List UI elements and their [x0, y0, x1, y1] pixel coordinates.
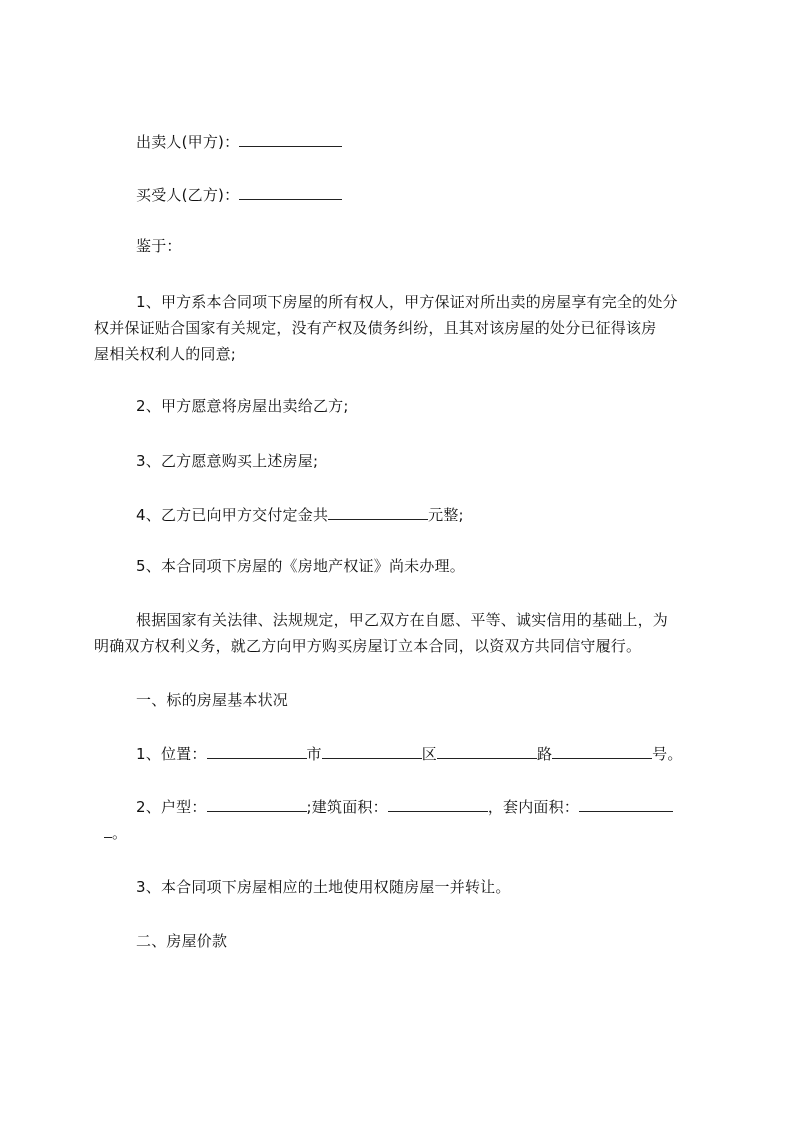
seller-line — [136, 132, 342, 152]
inner-area-label: ，套内面积： — [487, 798, 580, 816]
building-area-blank[interactable] — [388, 797, 488, 812]
seller-name-blank[interactable] — [239, 132, 342, 147]
road-label: 路 — [536, 745, 553, 763]
buyer-label: 买受人(乙方)： — [136, 186, 240, 204]
section-1-heading: 一、标的房屋基本状况 — [136, 691, 289, 709]
recital-4-suffix: 元整; — [428, 506, 464, 524]
layout-line — [136, 797, 673, 817]
recital-1-line-2: 权并保证贴合国家有关规定，没有产权及债务纠纷，且其对该房屋的处分已征得该房 — [94, 319, 657, 337]
layout-end: 。 — [112, 824, 128, 842]
number-label: 号。 — [652, 745, 683, 763]
district-label: 区 — [421, 745, 437, 763]
road-blank[interactable] — [437, 744, 537, 759]
recital-5: 5、本合同项下房屋的《房地产权证》尚未办理。 — [136, 557, 465, 575]
inner-area-blank[interactable] — [579, 797, 673, 812]
city-blank[interactable] — [207, 744, 307, 759]
number-blank[interactable] — [552, 744, 652, 759]
buyer-name-blank[interactable] — [239, 185, 342, 200]
layout-prefix: 2、户型： — [136, 798, 207, 816]
land-use-clause: 3、本合同项下房屋相应的土地使用权随房屋一并转让。 — [136, 878, 511, 896]
buyer-line — [136, 185, 342, 205]
building-area-label: ;建筑面积： — [306, 798, 388, 816]
intro-line-1: 根据国家有关法律、法规规定，甲乙双方在自愿、平等、诚实信用的基础上，为 — [136, 611, 669, 629]
recital-3: 3、乙方愿意购买上述房屋; — [136, 452, 319, 470]
recital-1-line-3: 屋相关权利人的同意; — [94, 345, 237, 363]
section-2-heading: 二、房屋价款 — [136, 932, 228, 950]
location-prefix: 1、位置： — [136, 745, 207, 763]
location-line — [136, 744, 683, 764]
recital-1-line-1: 1、甲方系本合同项下房屋的所有权人，甲方保证对所出卖的房屋享有完全的处分 — [136, 293, 678, 311]
layout-blank[interactable] — [207, 797, 307, 812]
recital-4 — [136, 505, 464, 525]
seller-label: 出卖人(甲方)： — [136, 133, 240, 151]
recital-2: 2、甲方愿意将房屋出卖给乙方; — [136, 397, 349, 415]
deposit-amount-blank[interactable] — [328, 505, 428, 520]
whereas-label: 鉴于： — [136, 237, 182, 255]
layout-line-continued — [104, 823, 127, 843]
intro-line-2: 明确双方权利义务，就乙方向甲方购买房屋订立本合同，以资双方共同信守履行。 — [94, 637, 642, 655]
inner-area-blank-continued[interactable] — [104, 823, 112, 838]
city-label: 市 — [306, 745, 322, 763]
district-blank[interactable] — [322, 744, 422, 759]
recital-4-prefix: 4、乙方已向甲方交付定金共 — [136, 506, 329, 524]
